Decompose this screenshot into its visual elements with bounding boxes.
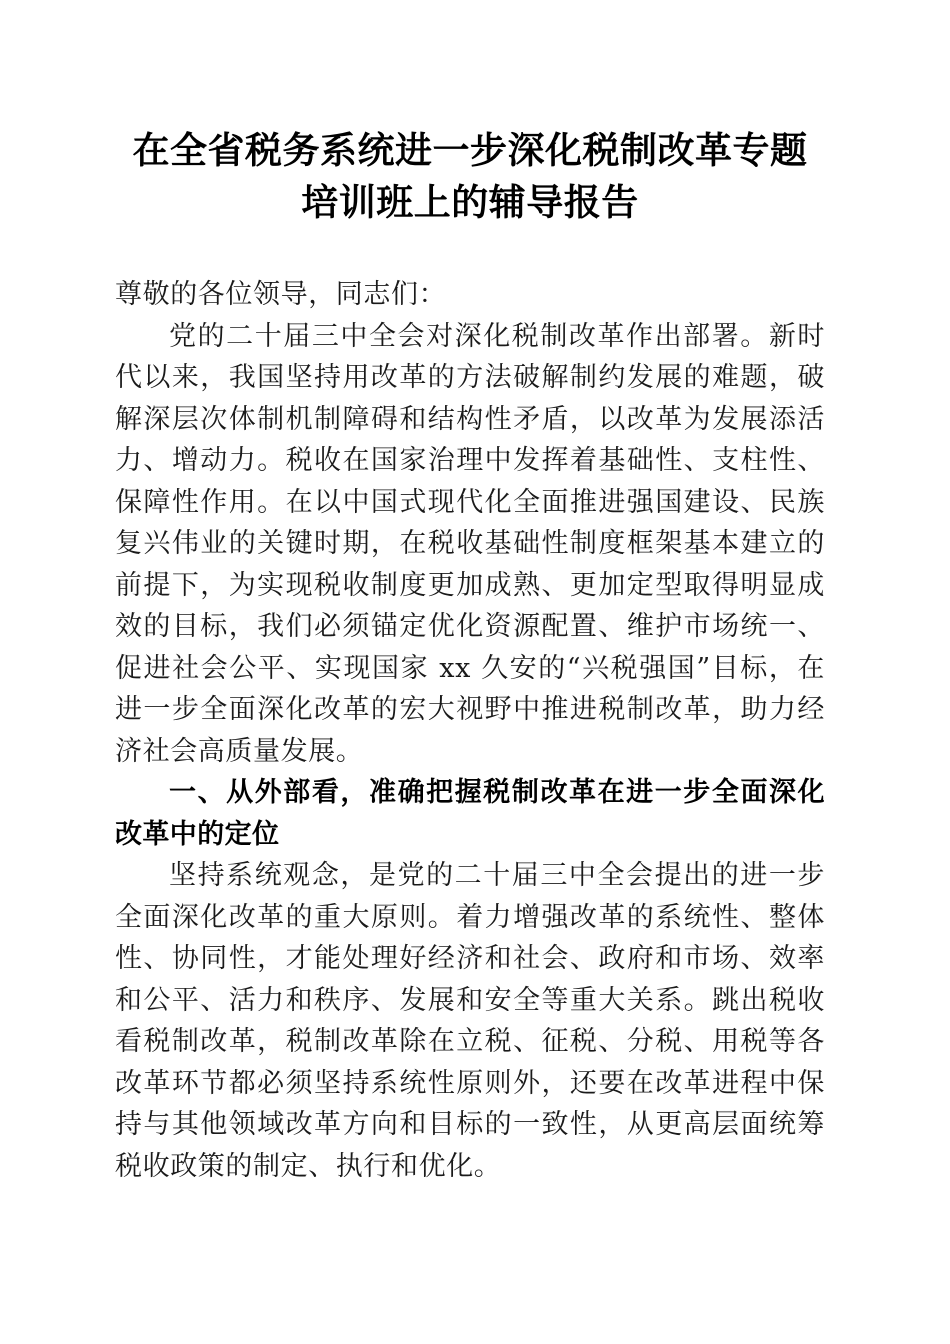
document-body xyxy=(115,0,825,1187)
salutation-line: 尊敬的各位领导，同志们： xyxy=(115,279,447,310)
title-spacer xyxy=(115,230,825,274)
paragraph-intro: 党的二十届三中全会对深化税制改革作出部署。新时代以来，我国坚持用改革的方法破解制约发展的难题，破解深层次体制机制障碍和结构性矛盾，以改革为发展添活力、增动力。税收在国家治理中发挥着基础性、支柱性、保障性作用。在以中国式现代化全面推进强国建设、民族复兴伟业的关键时期，在税收基础性制度框架基本建立的前提下，为实现税收制度更加成熟、更加定型取得明显成效的目标，我们必须锚定优化资源配置、维护市场统一、促进社会公平、实现国家 xx 久安的“兴税强国”目标，在进一步全面深化改革的宏大视野中推进税制改革，助力经济社会高质量发展。 xyxy=(115,320,825,767)
paragraph-section-one-body: 坚持系统观念，是党的二十届三中全会提出的进一步全面深化改革的重大原则。着力增强改革的系统性、整体性、协同性，才能处理好经济和社会、政府和市场、效率和公平、活力和秩序、发展和安全等重大关系。跳出税收看税制改革，税制改革除在立税、征税、分税、用税等各改革环节都必须坚持系统性原则外，还要在改革进程中保持与其他领域改革方向和目标的一致性，从更高层面统筹税收政策的制定、执行和优化。 xyxy=(115,860,825,1182)
document-title: 在全省税务系统进一步深化税制改革专题培训班上的辅导报告 xyxy=(132,131,808,224)
section-heading-one: 一、从外部看，准确把握税制改革在进一步全面深化改革中的定位 xyxy=(115,777,825,849)
